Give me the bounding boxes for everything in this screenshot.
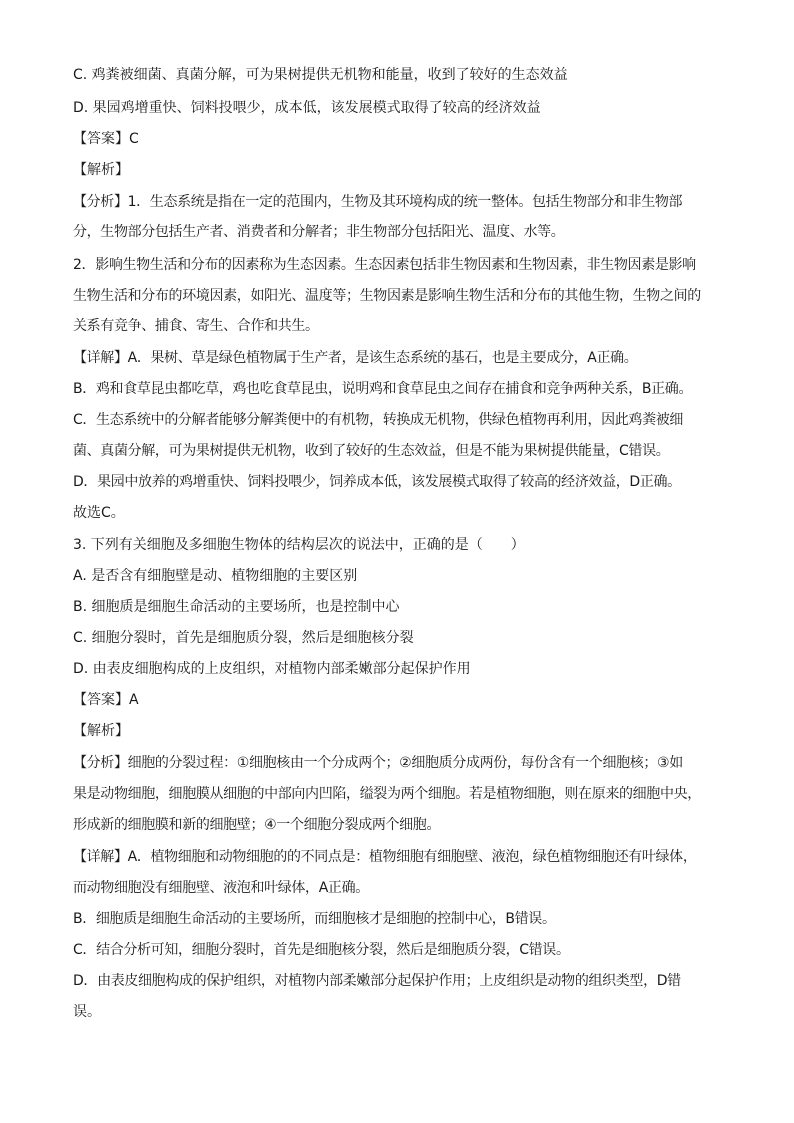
q3-detail-line: 误。 — [73, 1004, 101, 1020]
q3-detail-line: C．结合分析可知，细胞分裂时，首先是细胞核分裂，然后是细胞质分裂，C错误。 — [73, 942, 570, 958]
q2-detail-line: D．果园中放养的鸡增重快、饲料投喂少，饲养成本低，该发展模式取得了较高的经济效益，D正确。 — [73, 474, 681, 490]
q3-detail-line: 而动物细胞没有细胞壁、液泡和叶绿体，A正确。 — [73, 880, 369, 896]
q3-option-a: A. 是否含有细胞壁是动、植物细胞的主要区别 — [73, 568, 358, 584]
q2-analysis-line: 【分析】1．生态系统是指在一定的范围内，生物及其环境构成的统一整体。包括生物部分和非生物部 — [73, 194, 683, 210]
q2-option-c: C. 鸡粪被细菌、真菌分解，可为果树提供无机物和能量，收到了较好的生态效益 — [73, 67, 568, 83]
q2-analysis-line: 关系有竞争、捕食、寄生、合作和共生。 — [73, 318, 319, 334]
q2-option-d: D. 果园鸡增重快、饲料投喂少，成本低，该发展模式取得了较高的经济效益 — [73, 100, 541, 116]
q3-analysis-line: 形成新的细胞膜和新的细胞壁；④一个细胞分裂成两个细胞。 — [73, 817, 441, 833]
q3-detail-line: B．细胞质是细胞生命活动的主要场所，而细胞核才是细胞的控制中心，B错误。 — [73, 911, 556, 927]
q3-option-b: B. 细胞质是细胞生命活动的主要场所，也是控制中心 — [73, 599, 400, 615]
q2-analysis-line: 2．影响生物生活和分布的因素称为生态因素。生态因素包括非生物因素和生物因素，非生物因素是影响 — [73, 257, 696, 273]
q3-option-d: D. 由表皮细胞构成的上皮组织，对植物内部柔嫩部分起保护作用 — [73, 661, 471, 677]
q2-conclusion: 故选C。 — [73, 505, 125, 521]
q2-detail-line: 菌、真菌分解，可为果树提供无机物，收到了较好的生态效益，但是不能为果树提供能量，C错误。 — [73, 443, 670, 459]
q2-detail-line: B．鸡和食草昆虫都吃草，鸡也吃食草昆虫，说明鸡和食草昆虫之间存在捕食和竞争两种关系，B正确。 — [73, 381, 693, 397]
q3-detail-line: 【详解】A．植物细胞和动物细胞的的不同点是：植物细胞有细胞壁、液泡，绿色植物细胞还有叶绿体， — [73, 849, 697, 865]
q2-detail-line: 【详解】A．果树、草是绿色植物属于生产者，是该生态系统的基石，也是主要成分，A正确。 — [73, 350, 638, 366]
q3-answer: 【答案】A — [73, 692, 139, 708]
q3-stem: 3. 下列有关细胞及多细胞生物体的结构层次的说法中，正确的是（ ） — [73, 537, 525, 553]
q2-detail-line: C．生态系统中的分解者能够分解粪便中的有机物，转换成无机物，供绿色植物再利用，因此鸡粪被细 — [73, 412, 684, 428]
q3-detail-line: D．由表皮细胞构成的保护组织，对植物内部柔嫩部分起保护作用；上皮组织是动物的组织类型，D错 — [73, 973, 681, 989]
q2-answer: 【答案】C — [73, 131, 139, 147]
q2-analysis-line: 生物生活和分布的环境因素，如阳光、温度等；生物因素是影响生物生活和分布的其他生物，生物之间的 — [73, 288, 701, 304]
q3-option-c: C. 细胞分裂时，首先是细胞质分裂，然后是细胞核分裂 — [73, 630, 414, 646]
q3-analysis-line: 【分析】细胞的分裂过程：①细胞核由一个分成两个；②细胞质分成两份，每份含有一个细胞核；③如 — [73, 755, 683, 771]
q2-analysis-heading: 【解析】 — [73, 162, 129, 178]
q3-analysis-heading: 【解析】 — [73, 723, 129, 739]
q3-analysis-line: 果是动物细胞，细胞膜从细胞的中部向内凹陷，缢裂为两个细胞。若是植物细胞，则在原来的细胞中央， — [73, 786, 701, 802]
q2-analysis-line: 分，生物部分包括生产者、消费者和分解者；非生物部分包括阳光、温度、水等。 — [73, 224, 565, 240]
